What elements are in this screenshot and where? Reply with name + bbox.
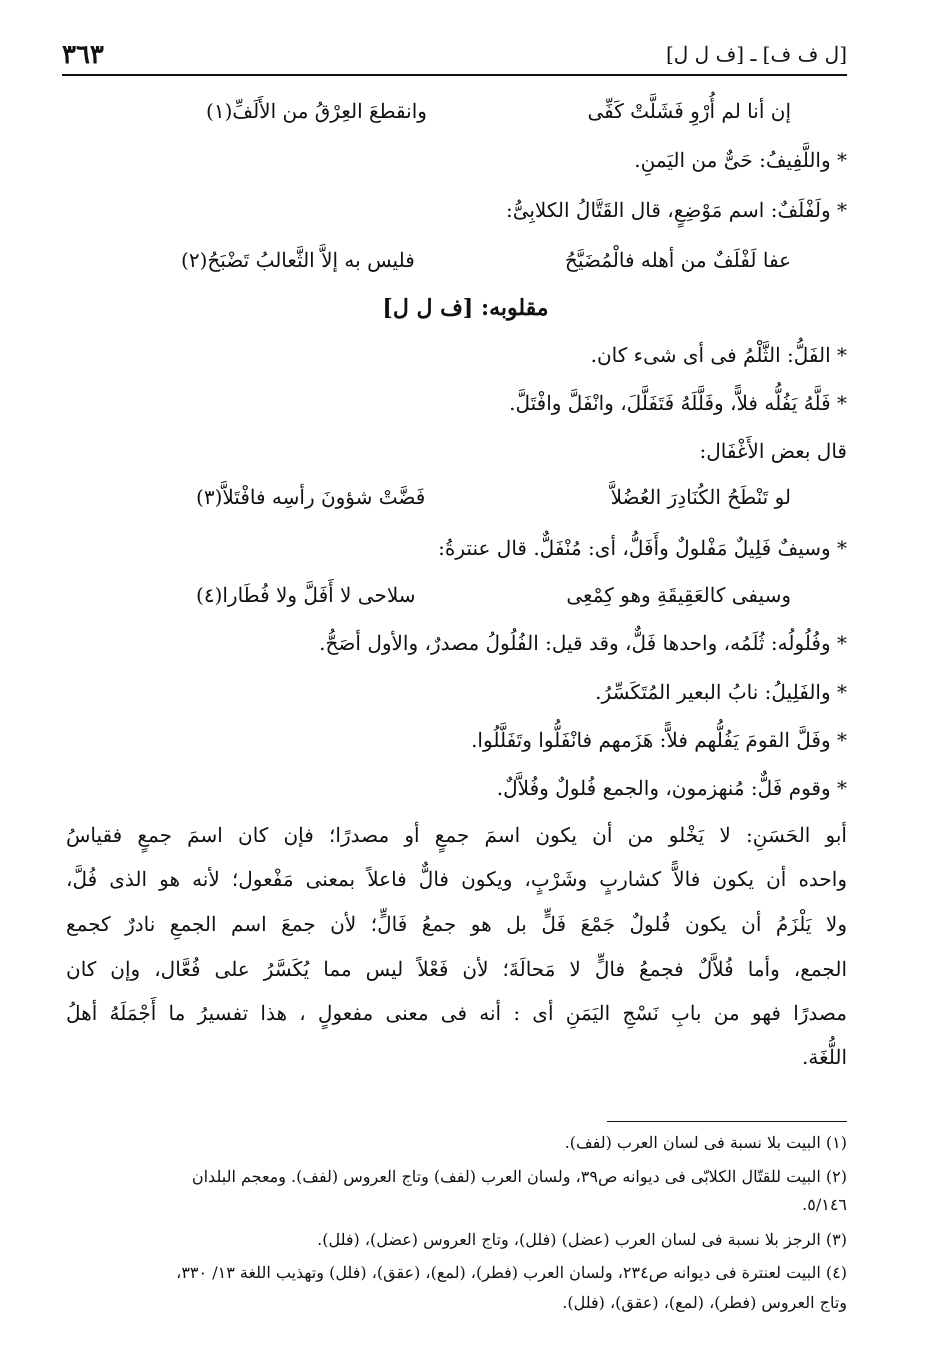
verse-2-second-hemistich: فليس به إلاَّ الثَّعالبُ تَضْبَحُ(٢) bbox=[181, 248, 415, 272]
verse-4-second-hemistich: سلاحى لا أَفَلَّ ولا فُطَارا(٤) bbox=[196, 583, 416, 607]
paragraph-line-4: الجمع، وأما فُلاَّلٌ فجمعُ فالٍّ لا مَحالَةَ؛ لأن فَعْلاً ليس مما يُكَسَّرُ على فُعَّال، وإن كان bbox=[66, 957, 847, 981]
page-header bbox=[62, 38, 847, 76]
verse-1-second-hemistich: وانقطعَ العِرْقُ من الأَلَفِّ(١) bbox=[206, 99, 427, 123]
verse-1 bbox=[206, 94, 791, 128]
verse-3-second-hemistich: فَضَّتْ شؤونَ رأسِه فافْتَلاَّ(٣) bbox=[196, 485, 426, 509]
paragraph-line-2: واحده أن يكون فالاًّ كشاربٍ وشَرْبٍ، ويكون فالٌّ فاعلاً بمعنى مَفْعول؛ لأنه هو الذى فُلَّ، bbox=[66, 867, 847, 891]
entry-line-9: * وفَلَّ القومَ يَفُلُّهم فلاًّ: هَزَمهم فانْفَلُّوا وتَفَلَّلُوا. bbox=[471, 728, 847, 752]
footnote-2-continued: ٥/١٤٦. bbox=[802, 1195, 847, 1214]
paragraph-line-3: ولا يَلْزَمُ أن يكون فُلولٌ جَمْعَ فَلٍّ بل هو جمعُ فَالٍّ؛ لأن جمعَ اسم الجمعِ نادرٌ كجمع bbox=[66, 912, 847, 936]
footnote-3: (٣) الرجز بلا نسبة فى لسان العرب (عضل) (فلل)، وتاج العروس (عضل)، (فلل). bbox=[317, 1230, 847, 1249]
footnote-2: (٢) البيت للقتّال الكلابّى فى ديوانه ص٣٩، ولسان العرب (لفف) وتاج العروس (لفف). ومعجم البلدان bbox=[191, 1167, 847, 1186]
entry-line-1: * واللَّفِيفُ: حَىٌّ من اليَمنِ. bbox=[634, 148, 847, 172]
entry-line-6: * وسيفٌ فَلِيلٌ مَفْلولٌ وأَفَلُّ، أى: مُنْفَلٌّ. قال عنترةُ: bbox=[438, 536, 847, 560]
verse-4 bbox=[196, 578, 791, 612]
entry-line-2: * ولَفْلَفٌ: اسم مَوْضِعٍ، قال القَتَّالُ الكلابِىُّ: bbox=[505, 198, 847, 222]
footnote-4: (٤) البيت لعنترة فى ديوانه ص٢٣٤، ولسان العرب (فطر)، (لمع)، (عقق)، (فلل) وتهذيب اللغة ١٣/ ٣٣٠، bbox=[176, 1263, 847, 1282]
footnote-4-continued: وتاج العروس (فطر)، (لمع)، (عقق)، (فلل). bbox=[562, 1293, 847, 1312]
verse-2-first-hemistich: عفا لَفْلَفٌ من أهله فالْمُضَيَّحُ bbox=[564, 248, 791, 272]
paragraph-line-6: اللُّغَة. bbox=[802, 1045, 847, 1069]
footnote-separator bbox=[607, 1121, 847, 1122]
section-title: مقلوبه: [ف ل ل] bbox=[382, 295, 549, 321]
entry-line-8: * والفَلِيلُ: نابُ البعير المُتَكَسِّرُ. bbox=[595, 680, 847, 704]
entry-line-3: * الفَلُّ: الثَّلْمُ فى أى شىء كان. bbox=[590, 343, 847, 367]
running-head: [ل ف ف] ـ [ف ل ل] bbox=[665, 42, 847, 66]
entry-line-5: قال بعض الأَغْفَال: bbox=[699, 439, 847, 463]
footnote-1: (١) البيت بلا نسبة فى لسان العرب (لفف). bbox=[564, 1133, 847, 1152]
entry-line-7: * وفُلُولُه: ثُلَمُه، واحدها فَلٌّ، وقد قيل: الفُلُولُ مصدرٌ، والأول أصَحُّ. bbox=[319, 631, 847, 655]
verse-2 bbox=[181, 243, 791, 277]
verse-3-first-hemistich: لو تَنْطَحُ الكُنَادِرَ العُضُلاَّ bbox=[610, 485, 791, 509]
verse-4-first-hemistich: وسيفى كالعَقِيقَةِ وهو كِمْعِى bbox=[566, 583, 791, 607]
paragraph-line-1: أبو الحَسَنِ: لا يَخْلو من أن يكون اسمَ جمعٍ أو مصدرًا؛ فإن كان اسمَ جمعٍ فقياسُ bbox=[66, 823, 847, 847]
entry-line-4: * فَلَّهُ يَفُلُّه فلاًّ، وفَلَّلَهُ فَتَفَلَّلَ، وانْفَلَّ وافْتَلَّ. bbox=[509, 391, 847, 415]
entry-line-10: * وقوم فَلٌّ: مُنهزمون، والجمع فُلولٌ وفُلاَّلٌ. bbox=[496, 776, 847, 800]
verse-3 bbox=[196, 480, 791, 514]
paragraph-line-5: مصدرًا فهو من بابِ نَسْجِ اليَمَنِ أى : أنه فى معنى مفعولٍ ، هذا تفسيرُ ما أَجْمَلَهُ أهلُ bbox=[66, 1001, 847, 1025]
verse-1-first-hemistich: إن أنا لم أُرْوِ فَشَلَّتْ كَفِّى bbox=[587, 99, 791, 123]
page-number: ٣٦٣ bbox=[62, 40, 104, 70]
